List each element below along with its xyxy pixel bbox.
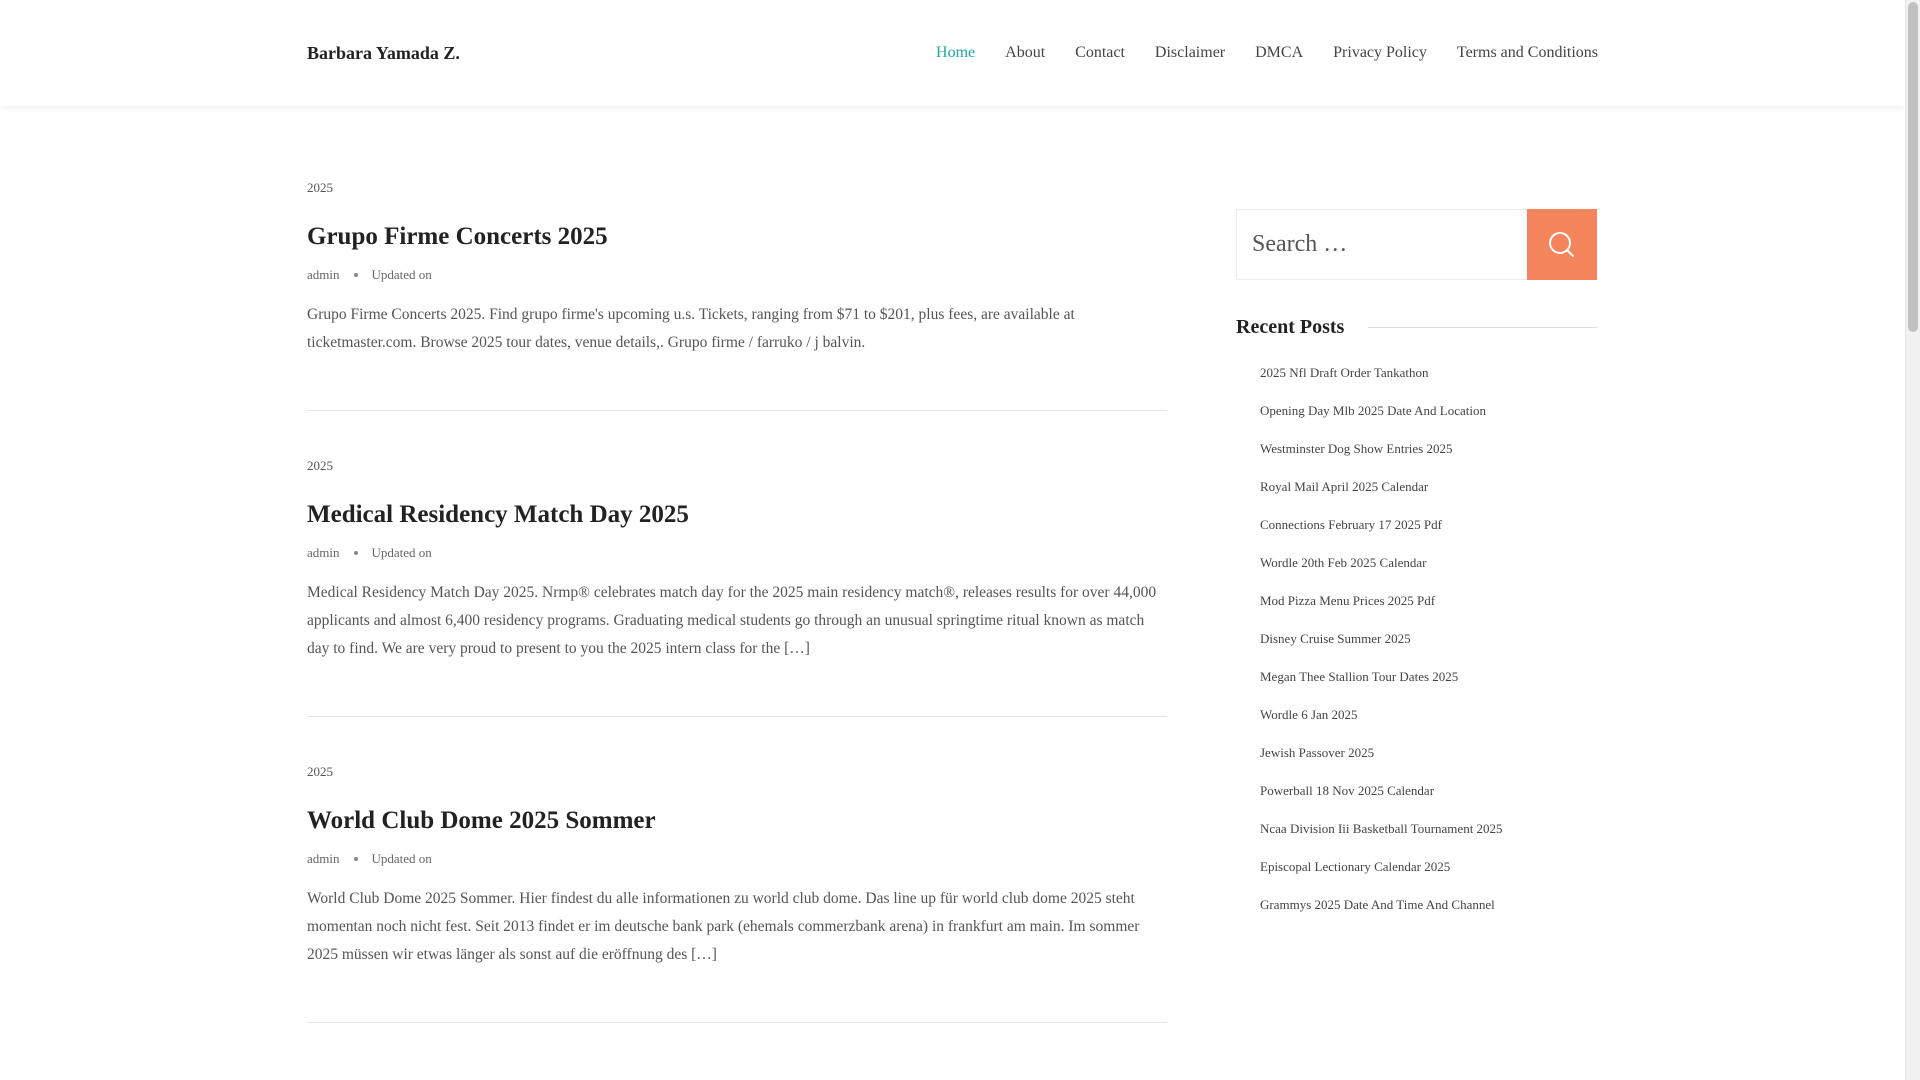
post-excerpt: Medical Residency Match Day 2025. Nrmp® celebrates match day for the 2025 main residency match®, releases results for over 44,000 applicants and almost 6,400 residency programs. Graduating medical students go through an unusual springtime ritual known as match day to find. We are very proud to present to you the 2025 intern class for the […] bbox=[307, 584, 1157, 657]
post-updated: Updated on bbox=[371, 545, 432, 560]
nav-disclaimer[interactable]: Disclaimer bbox=[1154, 44, 1226, 61]
post-card bbox=[307, 763, 1167, 1023]
recent-post-link[interactable]: Grammys 2025 Date And Time And Channel bbox=[1260, 897, 1495, 912]
recent-post-item bbox=[1236, 506, 1597, 544]
post-card bbox=[307, 179, 1167, 411]
recent-post-link[interactable]: Wordle 20th Feb 2025 Calendar bbox=[1260, 555, 1427, 570]
search-icon bbox=[1547, 230, 1577, 260]
main-nav bbox=[936, 41, 1598, 65]
recent-post-link[interactable]: Jewish Passover 2025 bbox=[1260, 745, 1375, 760]
search-input[interactable] bbox=[1236, 209, 1527, 280]
recent-post-item bbox=[1236, 848, 1597, 886]
recent-posts-header bbox=[1236, 314, 1597, 340]
recent-post-item bbox=[1236, 658, 1597, 696]
recent-posts-list bbox=[1236, 354, 1597, 924]
post-excerpt: Grupo Firme Concerts 2025. Find grupo firme's upcoming u.s. Tickets, ranging from $71 to $201, plus fees, are available at ticketmaster.com. Browse 2025 tour dates, venue details,. Grupo firme / farruko / j balvin. bbox=[307, 306, 1075, 351]
recent-post-link[interactable]: Disney Cruise Summer 2025 bbox=[1260, 631, 1411, 646]
post-author[interactable]: admin bbox=[307, 851, 340, 866]
recent-post-item bbox=[1236, 430, 1597, 468]
recent-post-link[interactable]: Royal Mail April 2025 Calendar bbox=[1260, 479, 1429, 494]
post-meta bbox=[307, 266, 1167, 284]
nav-about[interactable]: About bbox=[1005, 44, 1046, 61]
recent-post-link[interactable]: Westminster Dog Show Entries 2025 bbox=[1260, 441, 1453, 456]
recent-post-item bbox=[1236, 392, 1597, 430]
recent-post-link[interactable]: Ncaa Division Iii Basketball Tournament 2025 bbox=[1260, 821, 1503, 836]
search-form bbox=[1236, 209, 1597, 280]
scrollbar-thumb[interactable] bbox=[1908, 2, 1918, 332]
post-meta bbox=[307, 850, 1167, 868]
post-category[interactable]: 2025 bbox=[307, 180, 333, 195]
nav-contact[interactable]: Contact bbox=[1075, 44, 1125, 61]
recent-post-item bbox=[1236, 354, 1597, 392]
title-divider bbox=[1368, 327, 1597, 328]
nav-privacy-policy[interactable]: Privacy Policy bbox=[1333, 44, 1427, 61]
recent-post-link[interactable]: Mod Pizza Menu Prices 2025 Pdf bbox=[1260, 593, 1436, 608]
meta-separator bbox=[354, 551, 358, 555]
recent-post-link[interactable]: Megan Thee Stallion Tour Dates 2025 bbox=[1260, 669, 1459, 684]
recent-posts-title: Recent Posts bbox=[1236, 316, 1345, 338]
post-author[interactable]: admin bbox=[307, 545, 340, 560]
recent-post-item bbox=[1236, 810, 1597, 848]
post-title[interactable]: World Club Dome 2025 Sommer bbox=[307, 807, 656, 834]
site-header bbox=[0, 0, 1905, 106]
page-scrollbar[interactable] bbox=[1905, 0, 1920, 1080]
recent-post-link[interactable]: Episcopal Lectionary Calendar 2025 bbox=[1260, 859, 1451, 874]
recent-post-link[interactable]: Opening Day Mlb 2025 Date And Location bbox=[1260, 403, 1487, 418]
meta-separator bbox=[354, 857, 358, 861]
post-category[interactable]: 2025 bbox=[307, 458, 333, 473]
recent-post-link[interactable]: Connections February 17 2025 Pdf bbox=[1260, 517, 1442, 532]
nav-terms-and-conditions[interactable]: Terms and Conditions bbox=[1456, 44, 1598, 61]
recent-post-item bbox=[1236, 468, 1597, 506]
recent-post-link[interactable]: Wordle 6 Jan 2025 bbox=[1260, 707, 1358, 722]
post-excerpt: World Club Dome 2025 Sommer. Hier findest du alle informationen zu world club dome. Das line up für world club dome 2025 steht momentan noch nicht fest. Seit 2013 findet er im deutsche bank park (ehemals commerzbank arena) in frankfurt am main. Im sommer 2025 müssen wir etwas länger als sonst auf die eröffnung des […] bbox=[307, 890, 1140, 963]
post-meta bbox=[307, 544, 1167, 562]
sidebar bbox=[1236, 209, 1597, 924]
recent-post-item bbox=[1236, 582, 1597, 620]
recent-post-item bbox=[1236, 772, 1597, 810]
recent-post-item bbox=[1236, 544, 1597, 582]
search-button[interactable] bbox=[1527, 209, 1597, 280]
post-updated: Updated on bbox=[371, 851, 432, 866]
recent-post-item bbox=[1236, 620, 1597, 658]
recent-post-link[interactable]: 2025 Nfl Draft Order Tankathon bbox=[1260, 365, 1429, 380]
post-title[interactable]: Grupo Firme Concerts 2025 bbox=[307, 223, 608, 250]
post-category[interactable]: 2025 bbox=[307, 764, 333, 779]
recent-post-link[interactable]: Powerball 18 Nov 2025 Calendar bbox=[1260, 783, 1435, 798]
nav-home[interactable]: Home bbox=[936, 44, 976, 61]
post-updated: Updated on bbox=[371, 267, 432, 282]
site-title[interactable]: Barbara Yamada Z. bbox=[307, 43, 460, 63]
post-list bbox=[307, 106, 1167, 1023]
recent-post-item bbox=[1236, 734, 1597, 772]
meta-separator bbox=[354, 273, 358, 277]
nav-dmca[interactable]: DMCA bbox=[1255, 44, 1304, 61]
post-title[interactable]: Medical Residency Match Day 2025 bbox=[307, 501, 689, 528]
post-card bbox=[307, 457, 1167, 717]
post-author[interactable]: admin bbox=[307, 267, 340, 282]
recent-post-item bbox=[1236, 886, 1597, 924]
recent-post-item bbox=[1236, 696, 1597, 734]
